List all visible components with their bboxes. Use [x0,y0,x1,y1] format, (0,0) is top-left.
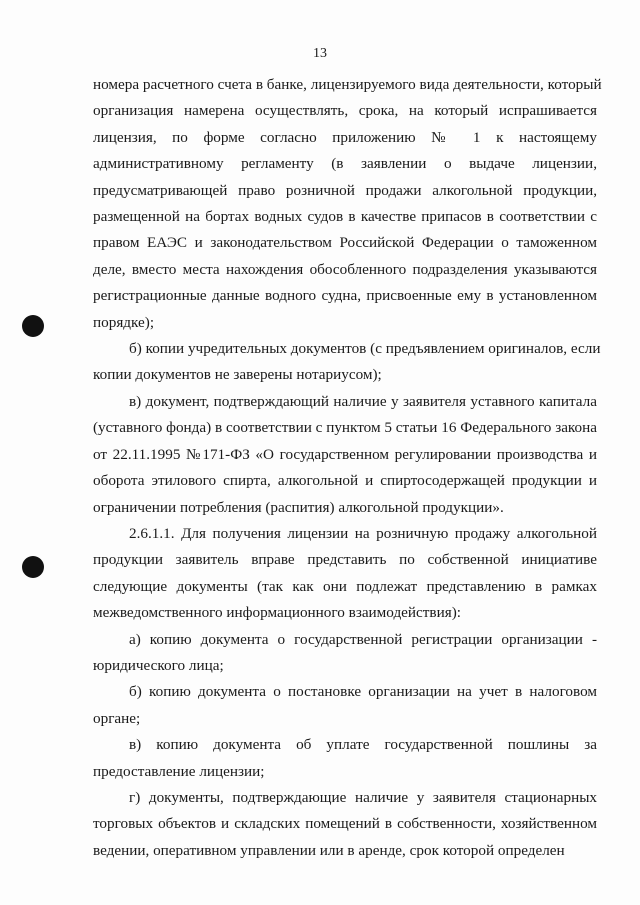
text-line: порядке); [93,313,155,331]
text-line: б) копии учредительных документов (с предъявлением оригиналов, если [129,340,601,358]
text-line: б) копию документа о постановке организации на учет в налоговом [129,683,597,701]
text-line: а) копию документа о государственной регистрации организации - [129,630,597,648]
text-line: в) документ, подтверждающий наличие у заявителя уставного капитала [129,392,597,410]
text-line: в) копию документа об уплате государственной пошлины за [129,736,597,754]
text-line: г) документы, подтверждающие наличие у заявителя стационарных [129,788,597,806]
text-line: предоставление лицензии; [93,762,265,780]
text-line: предусматривающей право розничной продажи алкогольной продукции, [93,181,597,199]
text-line: юридического лица; [93,656,224,674]
paragraph-p6 [93,679,597,732]
text-line: деле, вместо места нахождения обособленного подразделения указываются [93,260,597,278]
text-line: органе; [93,709,141,727]
text-line: номера расчетного счета в банке, лицензируемого вида деятельности, который [93,76,602,93]
punch-hole-bottom [22,556,44,578]
text-line: размещенной на бортах водных судов в качестве припасов в соответствии с [93,208,597,226]
text-line: копии документов не заверены нотариусом); [93,366,382,384]
paragraph-p3 [93,389,597,521]
paragraph-p8 [93,785,597,864]
text-line: ограничении потребления (распития) алкогольной продукции». [93,498,504,516]
paragraph-p7 [93,732,597,785]
text-line: (уставного фонда) в соответствии с пунктом 5 статьи 16 Федерального закона [93,419,597,437]
body-text [93,72,602,864]
text-line: лицензия, по форме согласно приложению № 1 к настоящему [93,128,597,146]
paragraph-p1 [93,72,602,336]
text-line: правом ЕАЭС и законодательством Российской Федерации о таможенном [93,234,597,252]
paragraph-p2 [93,336,601,389]
text-line: регистрационные данные водного судна, присвоенные ему в установленном [93,287,597,305]
text-line: организация намерена осуществлять, срока, на который испрашивается [93,102,597,120]
page-number: 13 [313,46,327,61]
punch-hole-top [22,315,44,337]
text-line: продукции заявитель вправе представить по собственной инициативе [93,551,597,569]
text-line: оборота этилового спирта, алкогольной и спиртосодержащей продукции и [93,472,597,490]
paragraph-p4 [93,521,597,627]
text-line: ведении, оперативном управлении или в аренде, срок которой определен [93,841,565,859]
text-line: 2.6.1.1. Для получения лицензии на розничную продажу алкогольной [129,524,597,542]
text-line: межведомственного информационного взаимодействия): [93,604,461,622]
text-line: от 22.11.1995 №171-ФЗ «О государственном регулировании производства и [93,445,597,463]
text-line: административному регламенту (в заявлении о выдаче лицензии, [93,155,597,173]
paragraph-p5 [93,627,597,680]
text-line: торговых объектов и складских помещений в собственности, хозяйственном [93,815,597,833]
text-line: следующие документы (так как они подлежат представлению в рамках [93,577,597,595]
